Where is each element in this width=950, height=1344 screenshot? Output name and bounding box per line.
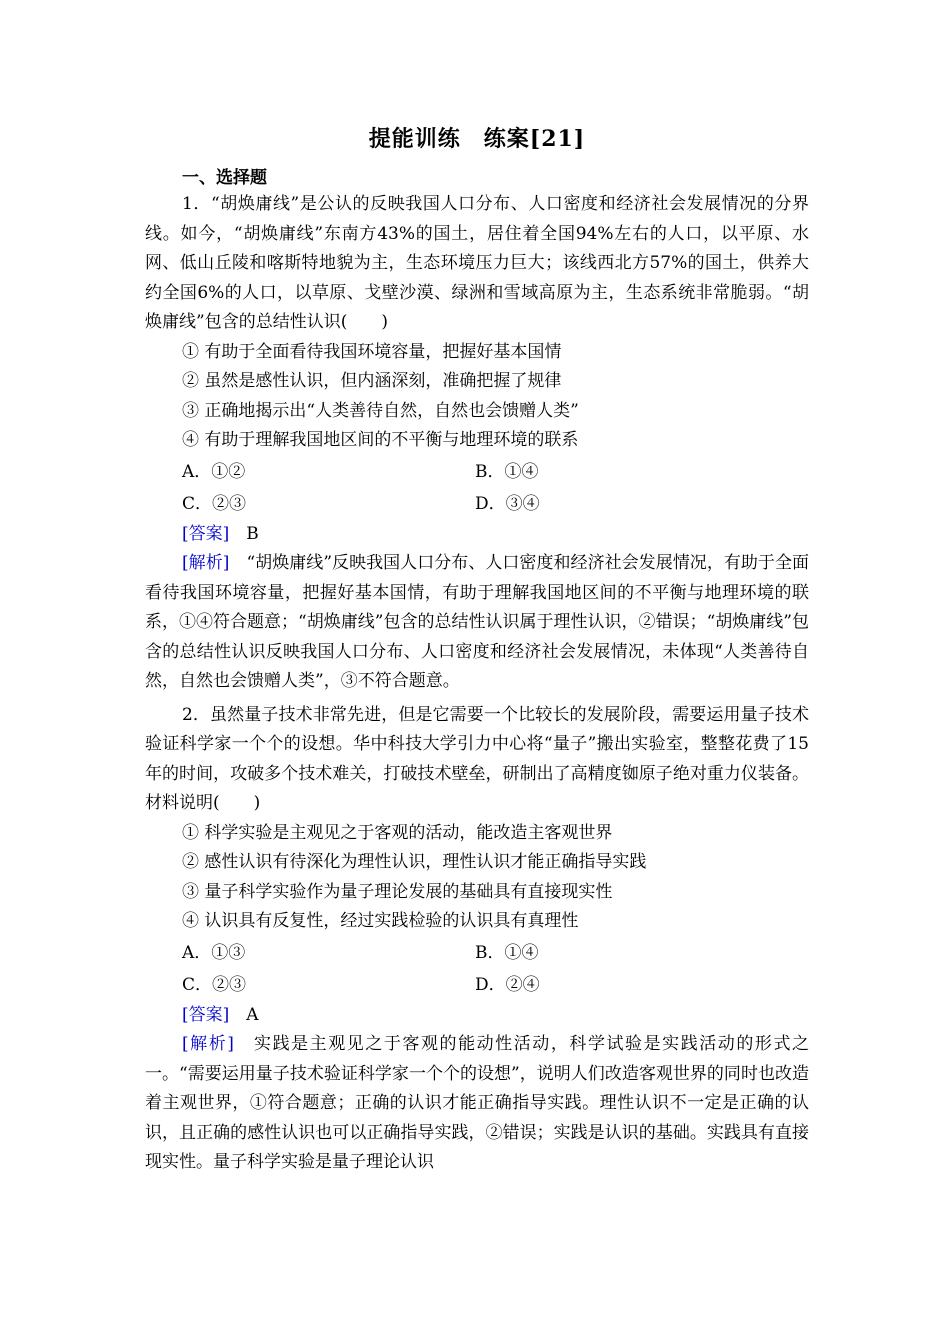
statement-option: ② 感性认识有待深化为理性认识，理性认识才能正确指导实践 <box>182 852 647 872</box>
choice-c: C．②③ <box>182 493 247 514</box>
answer-value: B <box>229 523 259 544</box>
choice-b: B．①④ <box>475 942 539 963</box>
document-page <box>145 122 809 1178</box>
answer-line <box>145 520 809 550</box>
choice-d: D．②④ <box>475 974 540 995</box>
answer-label: [答案] <box>182 1004 230 1025</box>
choice-d: D．③④ <box>475 493 540 514</box>
choice-a: A．①③ <box>182 942 246 963</box>
question-stem: 2．虽然量子技术非常先进，但是它需要一个比较长的发展阶段，需要运用量子技术验证科学家一个个的设想。华中科技大学引力中心将“量子”搬出实验室，整整花费了15年的时间，攻破多个技术难关，打破技术壁垒，研制出了高精度铷原子绝对重力仪装备。材料说明( ) <box>145 704 809 813</box>
answer-label: [答案] <box>182 523 230 544</box>
analysis-label: [解析] <box>182 553 230 573</box>
section-heading: 一、选择题 <box>182 168 267 188</box>
choice-c: C．②③ <box>182 974 247 995</box>
statement-option: ③ 正确地揭示出“人类善待自然，自然也会馈赠人类” <box>182 400 579 421</box>
choice-row <box>145 937 809 969</box>
analysis-paragraph <box>145 1030 809 1178</box>
statement-option: ① 科学实验是主观见之于客观的活动，能改造主客观世界 <box>182 822 613 843</box>
choice-b: B．①④ <box>475 461 539 482</box>
choice-row <box>145 488 809 520</box>
page-title: 提能训练 练案[21] <box>368 126 586 152</box>
question-2 <box>145 701 809 1178</box>
choice-a: A．①② <box>182 461 246 482</box>
question-1 <box>145 190 809 697</box>
analysis-text: “胡焕庸线”反映我国人口分布、人口密度和经济社会发展情况，有助于全面看待我国环境容量，把握好基本国情，有助于理解我国地区间的不平衡与地理环境的联系，①④符合题意；“胡焕庸线”包含的总结性认识属于理性认识，②错误；“胡焕庸线”包含的总结性认识反映我国人口分布、人口密度和经济社会发展情况，未体现“人类善待自然，自然也会馈赠人类”，③不符合题意。 <box>145 553 809 691</box>
statement-option: ④ 有助于理解我国地区间的不平衡与地理环境的联系 <box>182 430 579 450</box>
answer-line <box>145 1001 809 1031</box>
statement-option: ④ 认识具有反复性，经过实践检验的认识具有真理性 <box>182 911 579 931</box>
statement-option: ② 虽然是感性认识，但内涵深刻，准确把握了规律 <box>182 371 562 391</box>
analysis-text: 实践是主观见之于客观的能动性活动，科学试验是实践活动的形式之一。“需要运用量子技术验证科学家一个个的设想”，说明人们改造客观世界的同时也改造着主观世界，①符合题意；正确的认识才能正确指导实践。理性认识不一定是正确的认识，且正确的感性认识也可以正确指导实践，②错误；实践是认识的基础。实践具有直接现实性。量子科学实验是量子理论认识 <box>145 1034 810 1172</box>
choice-row <box>145 456 809 488</box>
analysis-label: [解析] <box>182 1034 234 1054</box>
analysis-paragraph <box>145 549 809 697</box>
answer-value: A <box>229 1004 259 1025</box>
statement-option: ① 有助于全面看待我国环境容量，把握好基本国情 <box>182 341 562 362</box>
choice-row <box>145 969 809 1001</box>
question-stem: 1．“胡焕庸线”是公认的反映我国人口分布、人口密度和经济社会发展情况的分界线。如今，“胡焕庸线”东南方43%的国土，居住着全国94%左右的人口，以平原、水网、低山丘陵和喀斯特地貌为主，生态环境压力巨大；该线西北方57%的国土，供养大约全国6%的人口，以草原、戈壁沙漠、绿洲和雪域高原为主，生态系统非常脆弱。“胡焕庸线”包含的总结性认识( ) <box>145 194 809 332</box>
statement-option: ③ 量子科学实验作为量子理论发展的基础具有直接现实性 <box>182 881 613 902</box>
